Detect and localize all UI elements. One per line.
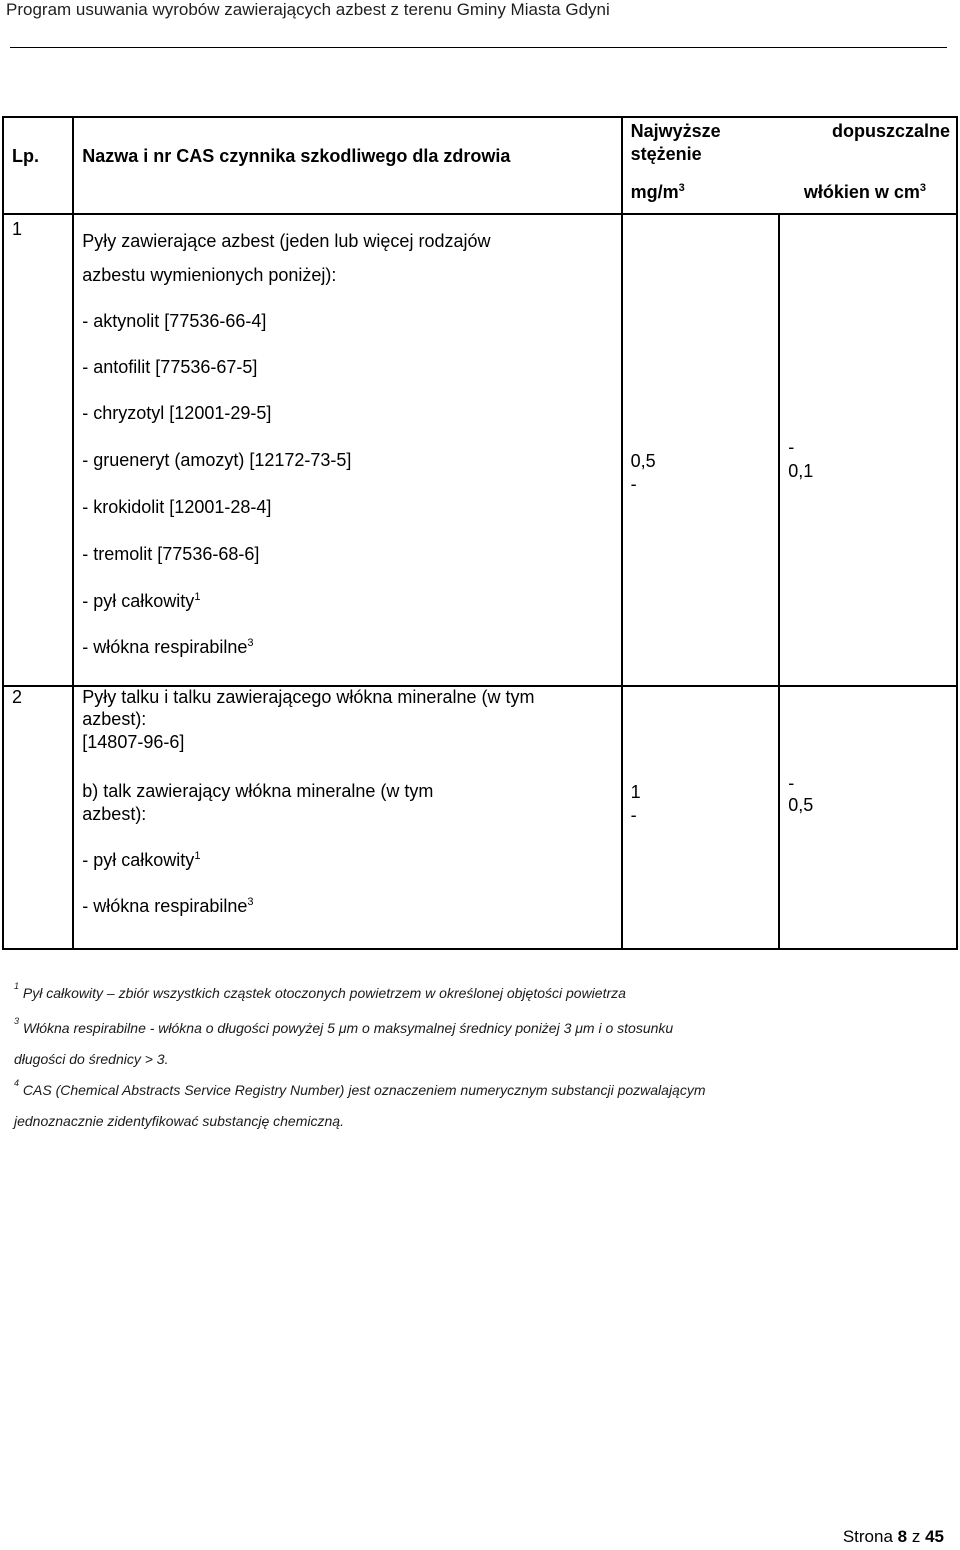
row1-lp: 1 bbox=[12, 219, 23, 239]
header-lp: Lp. bbox=[12, 146, 39, 166]
header-unit-fibres: włókien w $cm^3$ bbox=[803, 182, 926, 202]
header-name: Nazwa i nr CAS czynnika szkodliwego dla zdrowia bbox=[82, 146, 511, 166]
footnote-4-cont: jednoznacznie zidentyfikować substancję chemiczną. bbox=[14, 1113, 344, 1129]
header-concentration-cell bbox=[622, 117, 957, 214]
row1-fibres-dash: - bbox=[788, 437, 795, 457]
row1-name-cell bbox=[73, 214, 621, 686]
row1-fibres-cell bbox=[779, 214, 957, 686]
row2-b-line2: azbest): bbox=[82, 804, 147, 824]
row2-pyl-calkowity: - pył całkowity$^1$ bbox=[82, 850, 201, 870]
row1-lp-cell bbox=[3, 214, 73, 686]
row2-lp: 2 bbox=[12, 687, 23, 707]
list-item: - chryzotyl [12001-29-5] bbox=[82, 403, 272, 423]
footnote-1: $^1$ Pył całkowity – zbiór wszystkich cząstek otoczonych powietrzem w określonej objętości powietrza bbox=[14, 981, 626, 1001]
row1-pyl-calkowity: - pył całkowity$^1$ bbox=[82, 591, 201, 611]
row2-fibres-value: 0,5 bbox=[788, 795, 814, 815]
list-item: - grueneryt (amozyt) [12172-73-5] bbox=[82, 450, 352, 470]
list-item: - krokidolit [12001-28-4] bbox=[82, 497, 272, 517]
page-number: Strona 8 z 45 bbox=[842, 1527, 944, 1546]
table-row bbox=[3, 214, 957, 686]
footnote-4: $^4$ CAS (Chemical Abstracts Service Registry Number) jest oznaczeniem numerycznym substancji pozwalającym bbox=[14, 1078, 706, 1098]
row2-title-line1: Pyły talku i talku zawierającego włókna mineralne (w tym bbox=[82, 687, 535, 707]
list-item: - tremolit [77536-68-6] bbox=[82, 544, 260, 564]
header-name-cell bbox=[73, 117, 621, 214]
row2-mg-value: 1 bbox=[630, 782, 641, 802]
footnote-3-cont: długości do średnicy > 3. bbox=[14, 1051, 169, 1067]
asbestos-nds-table bbox=[2, 116, 958, 950]
row2-fibres-cell bbox=[779, 686, 957, 949]
row1-wlokna-respirabilne: - włókna respirabilne$^3$ bbox=[82, 637, 254, 657]
row2-fibres-dash: - bbox=[788, 773, 795, 793]
header-dopuszczalne: dopuszczalne bbox=[831, 121, 950, 141]
row2-wlokna-respirabilne: - włókna respirabilne$^3$ bbox=[82, 896, 254, 916]
running-header: Program usuwania wyrobów zawierających azbest z terenu Gminy Miasta Gdyni bbox=[6, 0, 610, 19]
header-lp-cell bbox=[3, 117, 73, 214]
list-item: - antofilit [77536-67-5] bbox=[82, 357, 258, 377]
footnote-3: $^3$ Włókna respirabilne - włókna o długości powyżej 5 μm o maksymalnej średnicy poniżej 3 μm i o stosunku bbox=[14, 1016, 674, 1036]
row1-mg-value: 0,5 bbox=[630, 451, 656, 471]
row2-lp-cell bbox=[3, 686, 73, 949]
row2-title-line2: azbest): bbox=[82, 709, 147, 729]
header-unit-mg: $mg/m^3$ bbox=[630, 182, 685, 202]
row1-fibres-value: 0,1 bbox=[788, 461, 814, 481]
table-header-row bbox=[3, 117, 957, 214]
header-rule bbox=[10, 47, 947, 48]
row2-mg-cell bbox=[622, 686, 780, 949]
header-najwyzsze: Najwyższe bbox=[630, 121, 721, 141]
row2-name-cell bbox=[73, 686, 621, 949]
row2-mg-dash: - bbox=[630, 805, 637, 825]
row1-title-line1: Pyły zawierające azbest (jeden lub więcej rodzajów bbox=[82, 231, 491, 251]
header-stezenie: stężenie bbox=[630, 144, 702, 164]
table-row bbox=[3, 686, 957, 949]
row1-title-line2: azbestu wymienionych poniżej): bbox=[82, 265, 337, 285]
list-item: - aktynolit [77536-66-4] bbox=[82, 311, 267, 331]
row1-mg-dash: - bbox=[630, 474, 637, 494]
row2-cas: [14807-96-6] bbox=[82, 732, 185, 752]
row2-b-line1: b) talk zawierający włókna mineralne (w tym bbox=[82, 781, 434, 801]
row1-mg-cell bbox=[622, 214, 780, 686]
